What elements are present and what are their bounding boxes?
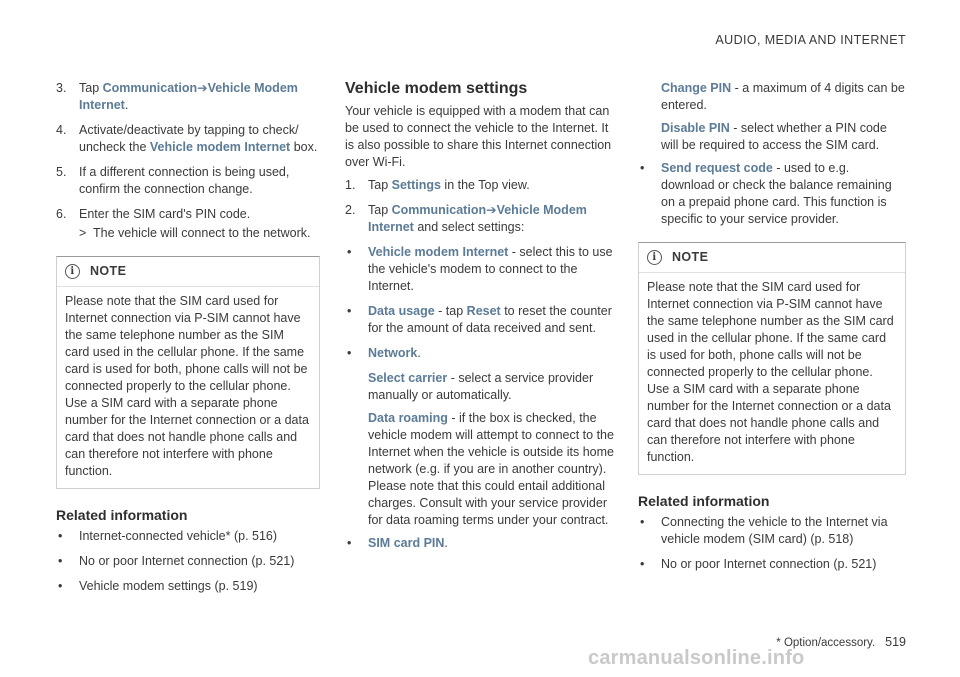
step-2: 2. Tap Communication➔Vehicle Modem Internet and select settings: xyxy=(345,203,587,234)
watermark: carmanualsonline.info xyxy=(588,647,805,669)
menu-link-communication[interactable]: Communication xyxy=(102,81,198,95)
page-header xyxy=(715,32,906,49)
bullet-icon: • xyxy=(58,579,63,593)
note-body: Please note that the SIM card used for Internet connection via P-SIM cannot have the same telephone number as the SIM card used in the cellular phone. If the same card is used for both, phone calls will not be connected properly to the cellular phone. Use a SIM card with a separate phone number for the Internet connection or a data card that does not handle phone calls and can therefore not interfere with phone function. xyxy=(647,280,894,464)
related-link[interactable]: • No or poor Internet connection (p. 521) xyxy=(640,557,877,571)
info-icon: i xyxy=(65,264,80,279)
option-vehicle-modem-internet[interactable]: Vehicle modem Internet xyxy=(149,140,291,154)
step-6: 6. Enter the SIM card's PIN code. xyxy=(56,207,251,221)
setting-data-roaming: Data roaming - if the box is checked, the vehicle modem will attempt to connect to the Internet when the vehicle is outside its home network (e.g. if you are in another country). Please note that this could entail additional charges. Consult with your service provider for data roaming terms under your contract. xyxy=(368,411,614,527)
setting-disable-pin: Disable PIN - select whether a PIN code will be required to access the SIM card. xyxy=(661,121,887,152)
menu-link-settings[interactable]: Settings xyxy=(391,178,441,192)
column-3 xyxy=(638,80,906,581)
option-sim-card-pin[interactable]: SIM card PIN xyxy=(368,536,445,550)
section-heading: Vehicle modem settings xyxy=(345,80,528,97)
bullet-icon: • xyxy=(640,161,645,175)
bullet-icon: • xyxy=(640,515,645,529)
step-5: 5. If a different connection is being used, confirm the connection change. xyxy=(56,165,290,196)
option-disable-pin[interactable]: Disable PIN xyxy=(661,121,730,135)
column-2 xyxy=(345,80,615,560)
note-box xyxy=(638,242,906,475)
related-link[interactable]: • Internet-connected vehicle* (p. 516) xyxy=(58,529,278,543)
section-title: AUDIO, MEDIA AND INTERNET xyxy=(715,33,906,47)
menu-link-vehicle-modem-internet[interactable]: Vehicle Modem Internet xyxy=(368,203,587,234)
setting-vehicle-modem-internet: • Vehicle modem Internet - select this to use the vehicle's modem to connect to the Internet. xyxy=(347,245,613,293)
option-network[interactable]: Network xyxy=(368,346,418,360)
right-arrow-icon: ➔ xyxy=(197,81,208,95)
option-vehicle-modem-internet[interactable]: Vehicle modem Internet xyxy=(368,245,509,259)
option-data-roaming[interactable]: Data roaming xyxy=(368,411,448,425)
note-box xyxy=(56,256,320,489)
setting-change-pin: Change PIN - a maximum of 4 digits can be entered. xyxy=(661,81,905,112)
option-data-usage[interactable]: Data usage xyxy=(368,304,435,318)
bullet-icon: • xyxy=(640,557,645,571)
related-link[interactable]: • Vehicle modem settings (p. 519) xyxy=(58,579,258,593)
step-result: > The vehicle will connect to the network. xyxy=(79,226,311,240)
step-number: 6. xyxy=(56,207,67,221)
bullet-icon: • xyxy=(58,554,63,568)
setting-sim-card-pin: • SIM card PIN. xyxy=(347,536,448,550)
note-header xyxy=(639,243,905,273)
column-1 xyxy=(56,80,320,603)
option-change-pin[interactable]: Change PIN xyxy=(661,81,732,95)
step-number: 5. xyxy=(56,165,67,179)
result-marker: > xyxy=(79,226,87,240)
right-arrow-icon: ➔ xyxy=(486,203,497,217)
bullet-icon: • xyxy=(347,346,352,360)
setting-network: • Network. xyxy=(347,346,421,360)
reset-button[interactable]: Reset xyxy=(466,304,501,318)
related-link[interactable]: • Connecting the vehicle to the Internet via vehicle modem (SIM card) (p. 518) xyxy=(640,515,888,546)
note-body: Please note that the SIM card used for Internet connection via P-SIM cannot have the same telephone number as the SIM card used in the cellular phone. If the same card is used for both, phone calls will not be connected properly to the cellular phone. Use a SIM card with a separate phone number for the Internet connection or a data card that does not handle phone calls and can therefore not interfere with phone function. xyxy=(65,294,309,478)
setting-data-usage: • Data usage - tap Reset to reset the counter for the amount of data received and sent. xyxy=(347,304,612,335)
info-icon: i xyxy=(647,250,662,265)
related-info-heading: Related information xyxy=(56,507,188,523)
intro-text: Your vehicle is equipped with a modem that can be used to connect the vehicle to the Internet. It is also possible to share this Internet connection over Wi-Fi. xyxy=(345,104,612,169)
menu-link-vehicle-modem-internet[interactable]: Vehicle Modem Internet xyxy=(79,81,298,112)
page-number: 519 xyxy=(885,635,906,649)
bullet-icon: • xyxy=(347,536,352,550)
bullet-icon: • xyxy=(58,529,63,543)
step-3: 3. Tap Communication➔Vehicle Modem Internet. xyxy=(56,81,298,112)
step-number: 2. xyxy=(345,203,356,217)
footnote: * Option/accessory. xyxy=(776,637,876,649)
bullet-icon: • xyxy=(347,304,352,318)
related-info-heading: Related information xyxy=(638,493,770,509)
menu-link-communication[interactable]: Communication xyxy=(391,203,487,217)
step-4: 4. Activate/deactivate by tapping to check/ uncheck the Vehicle modem Internet box. xyxy=(56,123,318,154)
note-title: NOTE xyxy=(672,250,709,264)
related-link[interactable]: • No or poor Internet connection (p. 521) xyxy=(58,554,295,568)
step-1: 1. Tap Settings in the Top view. xyxy=(345,178,530,192)
note-title: NOTE xyxy=(90,264,127,278)
note-header xyxy=(57,257,319,287)
option-select-carrier[interactable]: Select carrier xyxy=(368,371,448,385)
setting-select-carrier: Select carrier - select a service provider manually or automatically. xyxy=(368,371,594,402)
bullet-icon: • xyxy=(347,245,352,259)
option-send-request-code[interactable]: Send request code xyxy=(661,161,773,175)
step-number: 4. xyxy=(56,123,67,137)
setting-send-request-code: • Send request code - used to e.g. download or check the balance remaining on a prepaid phone card. This function is specific to your service provider. xyxy=(640,161,892,226)
step-number: 3. xyxy=(56,81,67,95)
step-number: 1. xyxy=(345,178,356,192)
